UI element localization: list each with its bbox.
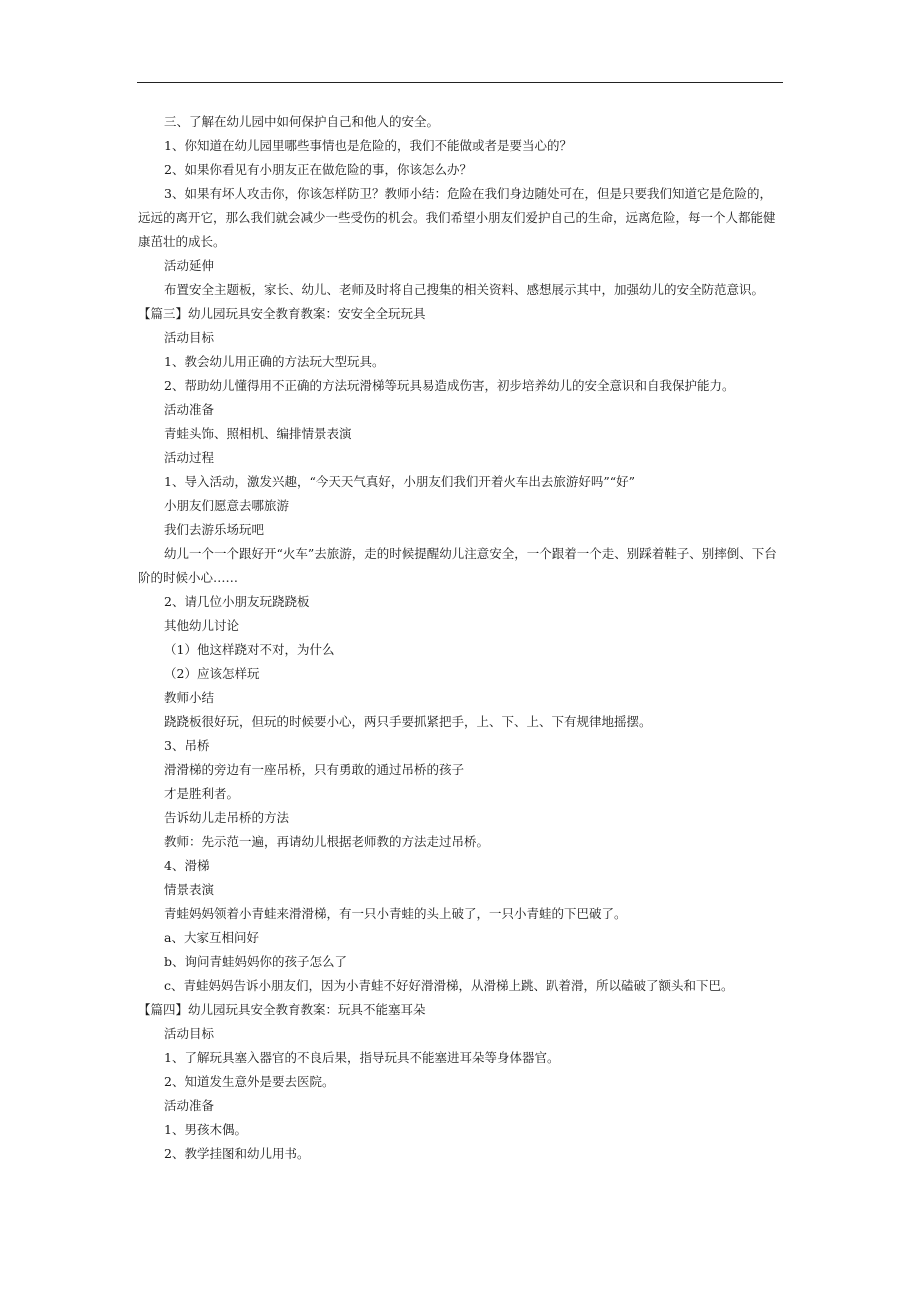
- paragraph: 幼儿一个一个跟好开“火车”去旅游，走的时候提醒幼儿注意安全，一个跟着一个走、别踩着鞋子、别摔倒、下台阶的时候小心……: [138, 546, 777, 585]
- section-label: 情景表演: [164, 882, 215, 897]
- paragraph: 布置安全主题板，家长、幼儿、老师及时将自己搜集的相关资料、感想展示其中，加强幼儿的安全防范意识。: [164, 282, 765, 297]
- paragraph: 滑滑梯的旁边有一座吊桥，只有勇敢的通过吊桥的孩子: [164, 762, 465, 777]
- paragraph: 2、知道发生意外是要去医院。: [164, 1074, 335, 1089]
- paragraph: 2、帮助幼儿懂得用不正确的方法玩滑梯等玩具易造成伤害，初步培养幼儿的安全意识和自我保护能力。: [164, 378, 735, 393]
- paragraph: b、询问青蛙妈妈你的孩子怎么了: [164, 954, 348, 969]
- section-heading: 【篇三】幼儿园玩具安全教育教案：安安全全玩玩具: [138, 306, 426, 321]
- paragraph: 2、教学挂图和幼儿用书。: [164, 1146, 310, 1161]
- paragraph: 告诉幼儿走吊桥的方法: [164, 810, 290, 825]
- paragraph: （2）应该怎样玩: [164, 666, 260, 681]
- paragraph: 1、男孩木偶。: [164, 1122, 247, 1137]
- paragraph: 1、你知道在幼儿园里哪些事情也是危险的，我们不能做或者是要当心的？: [164, 138, 572, 153]
- paragraph: 青蛙妈妈领着小青蛙来滑滑梯，有一只小青蛙的头上破了，一只小青蛙的下巴破了。: [164, 906, 627, 921]
- paragraph: 其他幼儿讨论: [164, 618, 240, 633]
- section-heading: 【篇四】幼儿园玩具安全教育教案：玩具不能塞耳朵: [138, 1002, 426, 1017]
- paragraph: 三、了解在幼儿园中如何保护自己和他人的安全。: [164, 114, 440, 129]
- section-label: 活动准备: [164, 1098, 215, 1113]
- paragraph: 2、请几位小朋友玩跷跷板: [164, 594, 310, 609]
- paragraph: a、大家互相问好: [164, 930, 259, 945]
- paragraph: 小朋友们愿意去哪旅游: [164, 498, 290, 513]
- header-rule: [137, 82, 783, 83]
- paragraph: 才是胜利者。: [164, 786, 240, 801]
- paragraph: 4、滑梯: [164, 858, 210, 873]
- section-label: 活动过程: [164, 450, 215, 465]
- section-label: 活动延伸: [164, 258, 215, 273]
- paragraph: （1）他这样跷对不对，为什么: [164, 642, 335, 657]
- paragraph: 1、了解玩具塞入器官的不良后果，指导玩具不能塞进耳朵等身体器官。: [164, 1050, 560, 1065]
- paragraph: 跷跷板很好玩，但玩的时候要小心，两只手要抓紧把手，上、下、上、下有规律地摇摆。: [164, 714, 652, 729]
- paragraph: 1、导入活动，激发兴趣，“今天天气真好，小朋友们我们开着火车出去旅游好吗”“好”: [164, 474, 636, 489]
- paragraph: 教师：先示范一遍，再请幼儿根据老师教的方法走过吊桥。: [164, 834, 490, 849]
- paragraph: 青蛙头饰、照相机、编排情景表演: [164, 426, 352, 441]
- paragraph: 3、如果有坏人攻击你，你该怎样防卫？教师小结：危险在我们身边随处可在，但是只要我们知道它是危险的，远远的离开它，那么我们就会减少一些受伤的机会。我们希望小朋友们爱护自己的生命，远离危险，每一个人都能健康茁壮的成长。: [138, 186, 776, 249]
- paragraph: 我们去游乐场玩吧: [164, 522, 265, 537]
- document-body: [138, 110, 784, 1166]
- paragraph: 3、吊桥: [164, 738, 210, 753]
- section-label: 教师小结: [164, 690, 215, 705]
- section-label: 活动准备: [164, 402, 215, 417]
- paragraph: c、青蛙妈妈告诉小朋友们，因为小青蛙不好好滑滑梯，从滑梯上跳、趴着滑，所以磕破了额头和下巴。: [164, 978, 734, 993]
- paragraph: 2、如果你看见有小朋友正在做危险的事，你该怎么办？: [164, 162, 472, 177]
- section-label: 活动目标: [164, 1026, 215, 1041]
- section-label: 活动目标: [164, 330, 215, 345]
- paragraph: 1、教会幼儿用正确的方法玩大型玩具。: [164, 354, 385, 369]
